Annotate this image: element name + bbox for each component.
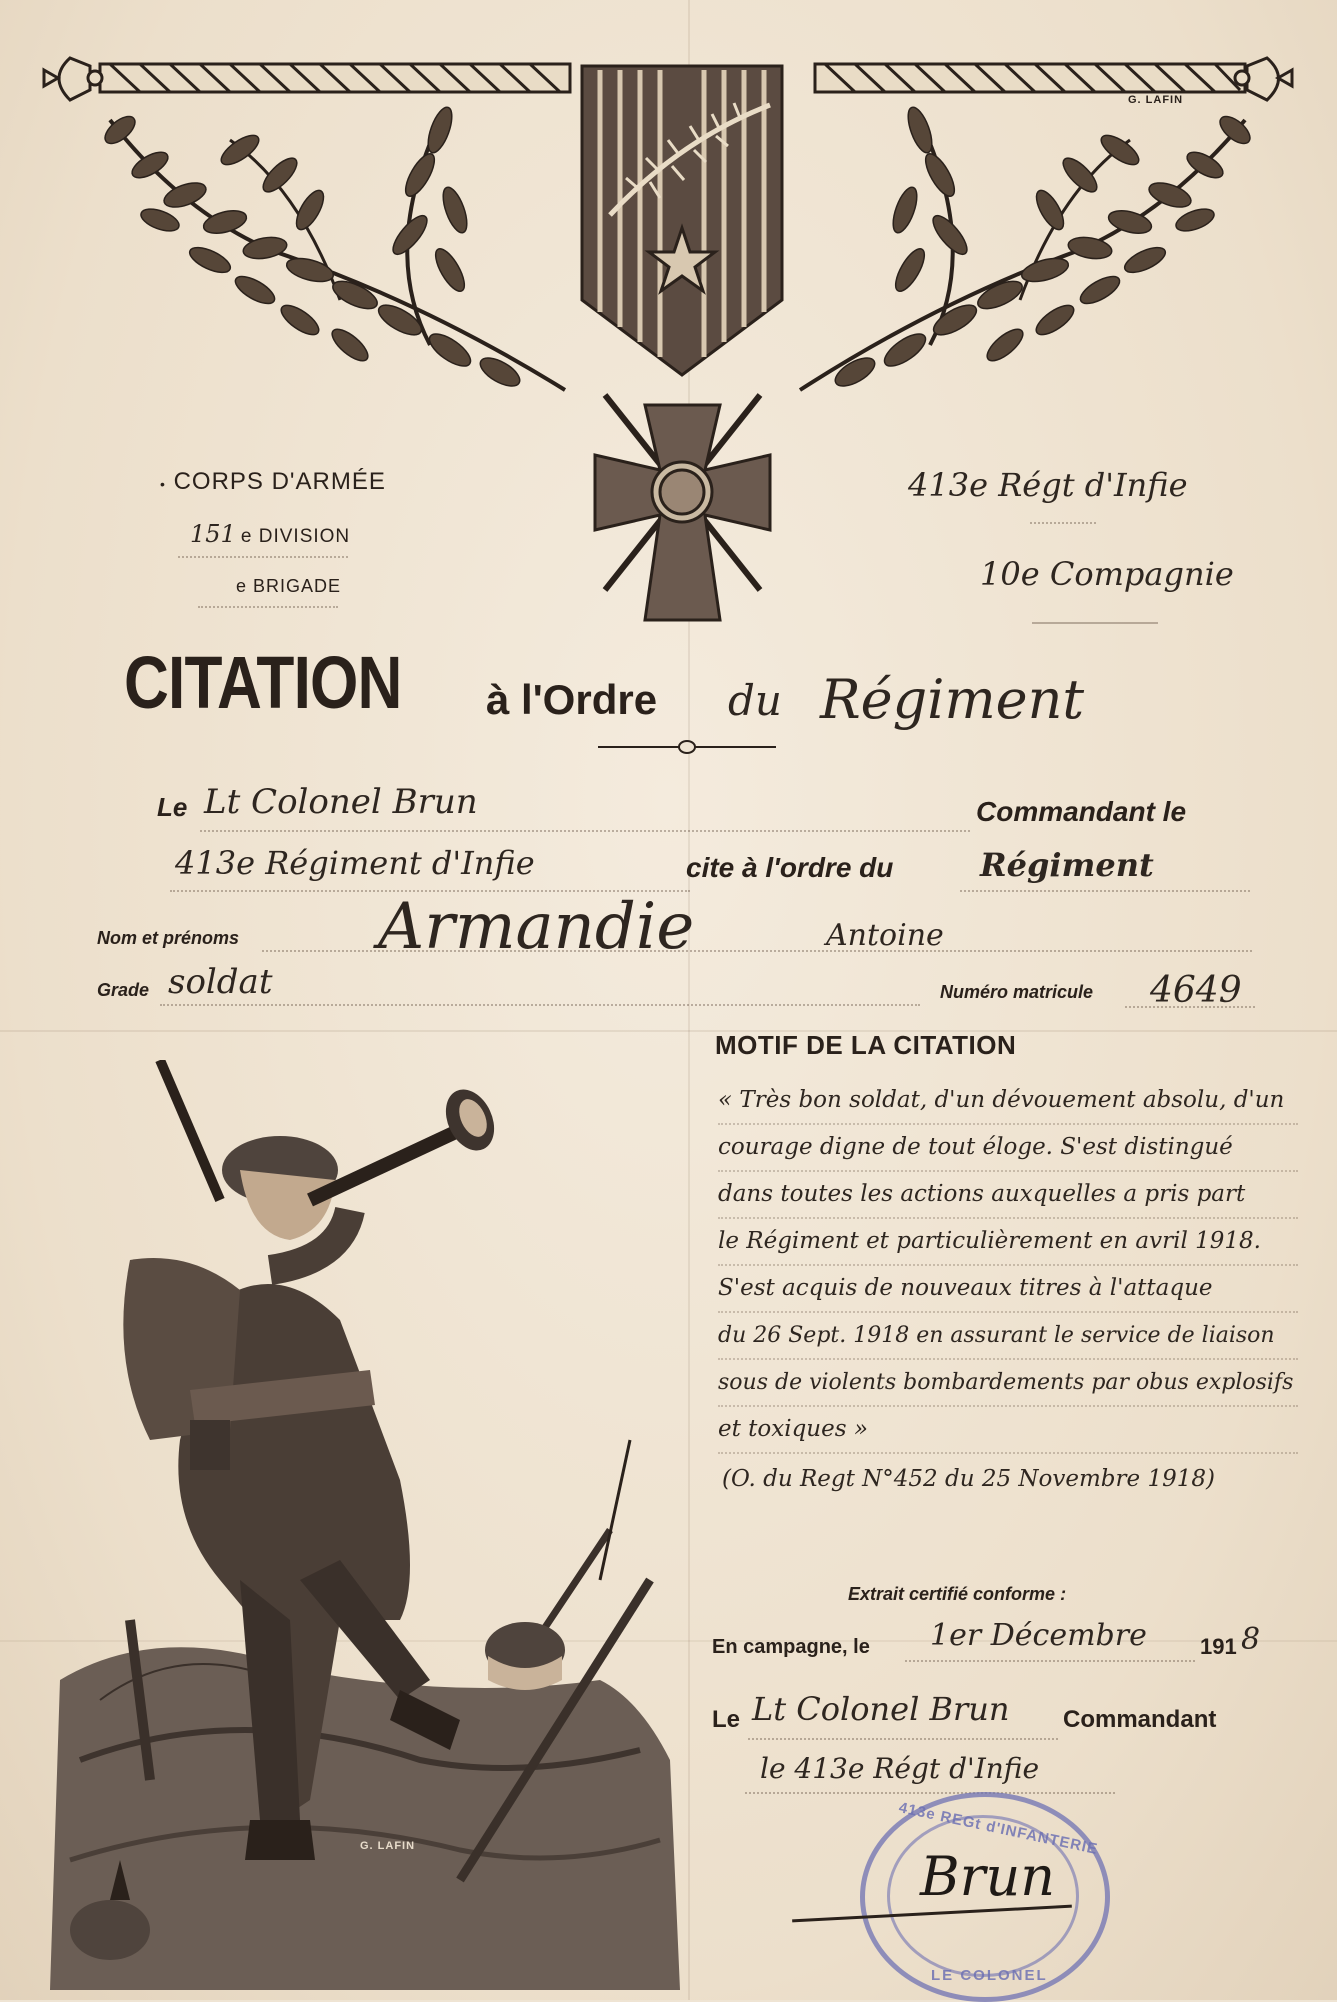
title-citation: CITATION (124, 641, 402, 724)
officer-rule (200, 830, 970, 832)
regiment-rule (1030, 522, 1096, 524)
motif-line: et toxiques » (718, 1407, 1298, 1454)
finial-left-icon (44, 58, 102, 100)
motif-text (718, 1078, 1298, 1504)
brigade-rule (198, 606, 338, 608)
title-ordre: à l'Ordre (486, 676, 658, 723)
regiment-handwritten-body: 413e Régiment d'Infie (175, 844, 535, 882)
date-day-handwritten: 1er Décembre (930, 1618, 1147, 1653)
signer-handwritten: Lt Colonel Brun (752, 1690, 1010, 1728)
paper-fold-horizontal (0, 1030, 1337, 1032)
motif-reference: (O. du Regt N°452 du 25 Novembre 1918) (722, 1466, 1215, 1492)
motif-line: dans toutes les actions auxquelles a pris part (718, 1172, 1298, 1219)
signer-regiment-handwritten: le 413e Régt d'Infie (760, 1752, 1040, 1785)
motif-line: du 26 Sept. 1918 en assurant le service de liaison (718, 1313, 1298, 1360)
corps-label: • CORPS D'ARMÉE (160, 468, 386, 495)
company-handwritten-header: 10e Compagnie (980, 555, 1234, 593)
stamp-text-bottom: LE COLONEL (931, 1967, 1048, 1984)
en-campagne-label: En campagne, le (712, 1636, 870, 1658)
motif-line: S'est acquis de nouveaux titres à l'attaque (718, 1266, 1298, 1313)
motif-heading: MOTIF DE LA CITATION (715, 1030, 1017, 1060)
title-divider-dot (678, 740, 696, 754)
division-line (190, 520, 350, 548)
motif-line: sous de violents bombardements par obus explosifs (718, 1360, 1298, 1407)
company-rule (1032, 622, 1158, 624)
grade-label: Grade (97, 980, 150, 1000)
signer-regiment-rule (745, 1792, 1115, 1794)
grade-handwritten: soldat (168, 962, 273, 1002)
laurel-branch-left (100, 104, 565, 391)
regiment-handwritten-header: 413e Régt d'Infie (908, 466, 1188, 504)
cite-rule (960, 890, 1250, 892)
surname-handwritten: Armandie (378, 890, 695, 964)
motif-line: courage digne de tout éloge. S'est distingué (718, 1125, 1298, 1172)
medal-ribbon (582, 66, 782, 375)
signer-le-label: Le (712, 1706, 741, 1733)
division-label: e DIVISION (240, 526, 351, 547)
division-number: 151 (190, 520, 236, 548)
title-du: du (728, 676, 782, 725)
engraver-signature-top: G. LAFIN (1128, 94, 1184, 106)
year-printed: 191 (1200, 1634, 1237, 1659)
cite-regiment-handwritten: Régiment (980, 846, 1154, 884)
name-rule (262, 950, 1252, 952)
motif-line: « Très bon soldat, d'un dévouement absolu, d'un (718, 1078, 1298, 1125)
le-label: Le (157, 792, 188, 822)
cite-label: cite à l'ordre du (686, 852, 894, 883)
grade-rule (160, 1004, 920, 1006)
motif-line: le Régiment et particulièrement en avril 1918. (718, 1219, 1298, 1266)
citation-title (124, 640, 454, 725)
matricule-handwritten: 4649 (1150, 970, 1242, 1011)
signer-commandant-label: Commandant (1063, 1706, 1217, 1733)
officer-handwritten: Lt Colonel Brun (204, 782, 478, 822)
croix-de-guerre-icon (595, 395, 770, 620)
date-rule (905, 1660, 1195, 1662)
matricule-label: Numéro matricule (940, 982, 1094, 1002)
extrait-label: Extrait certifié conforme : (848, 1584, 1067, 1604)
stamp-text-top: 413e REGt d'INFANTERIE (897, 1799, 1100, 1859)
division-rule (178, 556, 348, 558)
matricule-rule (1125, 1006, 1255, 1008)
engraver-signature-illustration: G. LAFIN (360, 1840, 416, 1852)
firstname-handwritten: Antoine (826, 918, 944, 953)
name-label: Nom et prénoms (97, 928, 240, 948)
brigade-label: e BRIGADE (236, 576, 342, 596)
year-handwritten: 8 (1241, 1622, 1261, 1657)
commandant-label: Commandant le (976, 796, 1187, 827)
signer-rule (748, 1738, 1058, 1740)
laurel-branch-right (800, 104, 1255, 391)
signature-handwritten: Brun (920, 1845, 1056, 1908)
title-regiment: Régiment (820, 668, 1085, 731)
